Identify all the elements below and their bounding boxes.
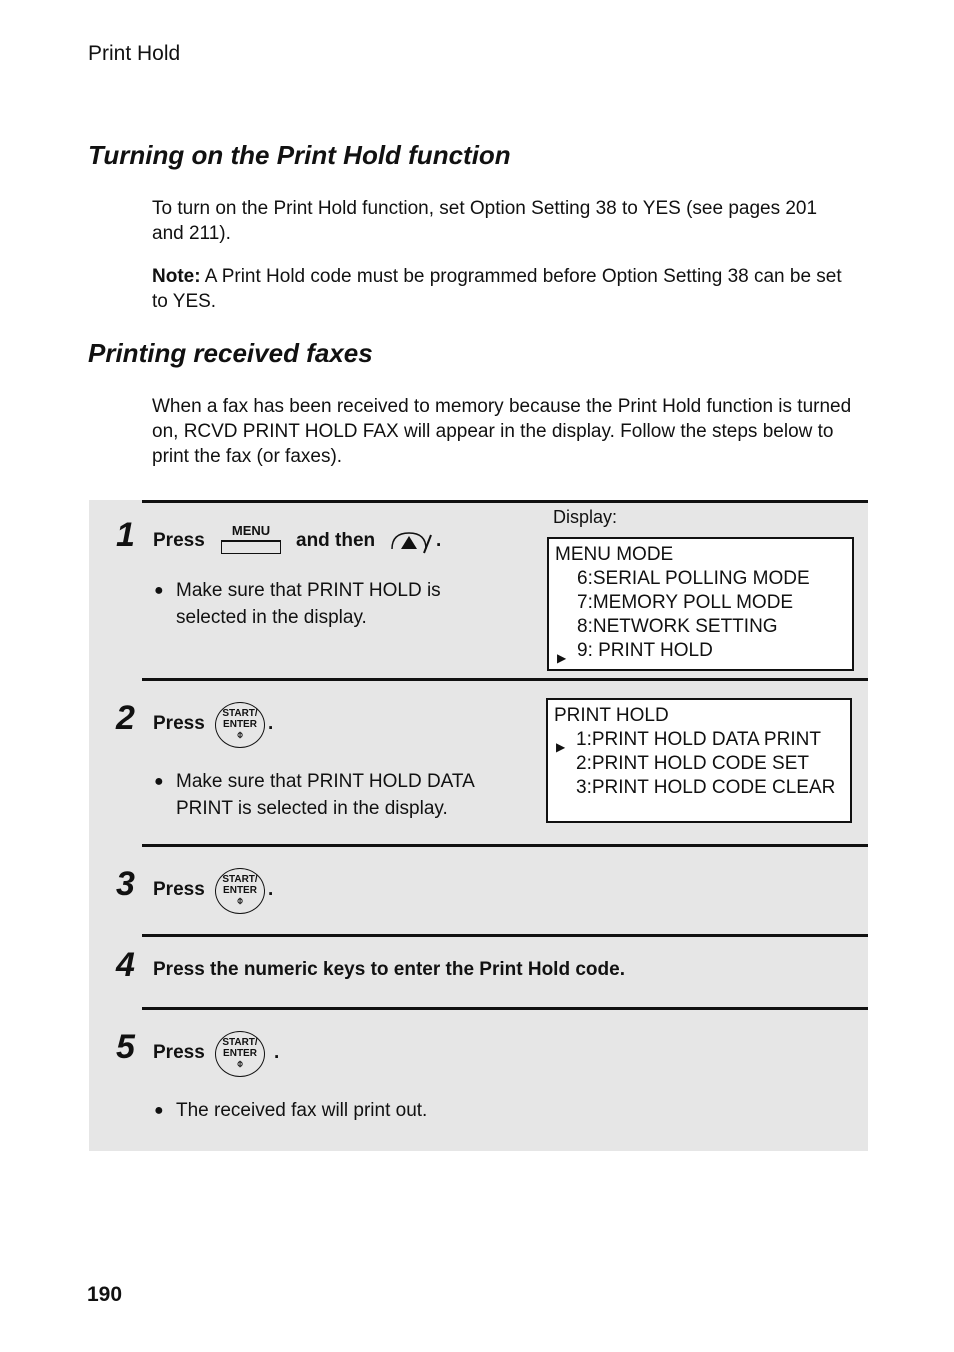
lcd-display-menu-mode <box>547 537 854 671</box>
lcd-line: PRINT HOLD <box>554 705 669 726</box>
start-key-symbol: ⌽ <box>236 729 244 741</box>
lcd-line-selected <box>555 639 852 663</box>
step-bullet <box>154 768 516 822</box>
step-and-then-label: and then <box>296 530 376 551</box>
step-number: 4 <box>116 946 135 984</box>
bullet-text: Make sure that PRINT HOLD DATA PRINT is selected in the display. <box>176 771 474 819</box>
start-enter-key-icon <box>215 702 265 748</box>
step-divider <box>142 934 868 937</box>
menu-key-box <box>221 540 281 554</box>
running-head: Print Hold <box>88 42 181 65</box>
page-number: 190 <box>87 1283 123 1306</box>
step-press-label: Press <box>153 1042 205 1063</box>
start-key-line2: ENTER <box>223 885 257 896</box>
start-key-line1: START/ <box>222 708 258 719</box>
bullet-text: The received fax will print out. <box>176 1100 428 1121</box>
lcd-line: 7:MEMORY POLL MODE <box>577 592 794 613</box>
start-key-line2: ENTER <box>223 1048 257 1059</box>
bullet-text: Make sure that PRINT HOLD is selected in the display. <box>176 580 441 628</box>
bullet-dot: ● <box>154 582 164 599</box>
lcd-line: 2:PRINT HOLD CODE SET <box>576 753 809 774</box>
lcd-line-text: 9: PRINT HOLD <box>577 640 713 661</box>
menu-key-icon <box>221 523 281 555</box>
step-period: . <box>268 879 274 900</box>
step-number: 3 <box>116 865 135 903</box>
section-title-printing: Printing received faxes <box>88 338 373 368</box>
step-bullet <box>154 577 496 631</box>
selection-arrow-icon: ▶ <box>557 651 567 665</box>
selection-arrow-icon: ▶ <box>556 740 566 754</box>
lcd-display-print-hold <box>546 698 852 823</box>
start-key-line1: START/ <box>222 874 258 885</box>
note-paragraph <box>152 264 852 314</box>
step-bullet <box>154 1097 516 1124</box>
bullet-dot: ● <box>154 773 164 790</box>
step-press-label: Press <box>153 879 205 900</box>
step-period: . <box>268 713 274 734</box>
lcd-line-text: 1:PRINT HOLD DATA PRINT <box>576 729 821 750</box>
section-title-turning-on: Turning on the Print Hold function <box>88 140 511 170</box>
lcd-line: 8:NETWORK SETTING <box>577 616 778 637</box>
up-arrow-key-icon <box>388 527 434 555</box>
start-key-line2: ENTER <box>223 719 257 730</box>
start-key-symbol: ⌽ <box>236 1058 244 1070</box>
step-period: . <box>274 1042 280 1063</box>
step-press-label: Press <box>153 530 205 551</box>
start-enter-key-icon <box>215 868 265 914</box>
step-number: 5 <box>116 1028 135 1066</box>
step-divider <box>142 500 868 503</box>
step-divider <box>142 1007 868 1010</box>
step-press-label: Press <box>153 713 205 734</box>
lcd-line: MENU MODE <box>555 544 674 565</box>
menu-key-label: MENU <box>231 523 271 538</box>
step-period: . <box>436 530 442 551</box>
bullet-dot: ● <box>154 1102 164 1119</box>
lcd-line-selected <box>554 728 850 752</box>
step-number: 1 <box>116 516 135 554</box>
paragraph-turn-on: To turn on the Print Hold function, set Option Setting 38 to YES (see pages 201 and 211). <box>152 198 818 244</box>
step-divider <box>142 678 868 681</box>
start-enter-key-icon <box>215 1031 265 1077</box>
note-text: A Print Hold code must be programmed before Option Setting 38 can be set to YES. <box>152 266 842 312</box>
note-label: Note: <box>152 266 201 287</box>
start-key-symbol: ⌽ <box>236 895 244 907</box>
step-instruction: Press the numeric keys to enter the Print Hold code. <box>153 959 625 980</box>
step-number: 2 <box>116 699 135 737</box>
lcd-line: 6:SERIAL POLLING MODE <box>577 568 810 589</box>
lcd-line: 3:PRINT HOLD CODE CLEAR <box>576 777 836 798</box>
paragraph-printing: When a fax has been received to memory because the Print Hold function is turned on, RCVD PRINT HOLD FAX will appear in the display. Follow the steps below to print the fax (or faxes). <box>152 396 852 467</box>
step-divider <box>142 844 868 847</box>
start-key-line1: START/ <box>222 1037 258 1048</box>
display-label: Display: <box>553 507 618 527</box>
